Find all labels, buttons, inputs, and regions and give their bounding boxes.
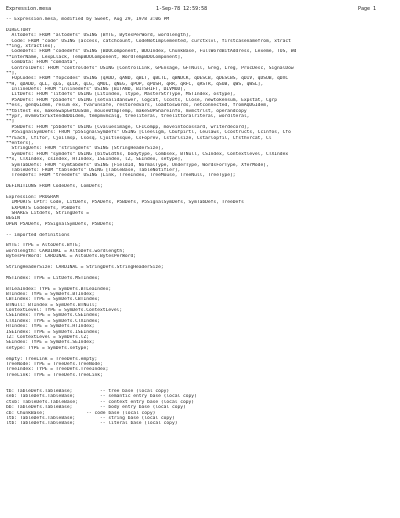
code-line: MSTIndex: TYPE = LitDefs.MSTIndex;: [6, 275, 101, 281]
code-line: AltoDefs: FROM "altodefs" USING [BYTE, BytesPerWord, wordlength],: [6, 33, 192, 39]
code-line: wordlength: CARDINAL = AltoDefs.wordlength;: [6, 248, 125, 254]
code-line: LitDefs: FROM "litdefs" USING [LitIndex, ltype, MasterStrType, MSTIndex, ostype],: [6, 92, 236, 98]
code-line: lZ: ContextLevel = SymDefs.lZ;: [6, 335, 89, 341]
code-line: **enters],: [6, 140, 34, 146]
header-page-number: Page 1: [358, 6, 377, 12]
code-line: **ypr, mvmnGtxrExtendBDOIdem, tempmvmcalg, treeliteral, treelittoralriteral, wordlteral,: [6, 114, 250, 120]
code-line: BTIndex: TYPE = SymDefs.BTIndex;: [6, 291, 95, 297]
code-line: SymDefs: FROM "symdefs" USING [bitwidths, bodytype, Combsex, BTNull, CSIndex, Contextlevel, CTXIndex: [6, 151, 289, 157]
code-line: P5BDefs: FROM "p5bdefs" USING [Cvaluesimage, CFICompp, moveintocossard, writerdecord],: [6, 124, 250, 130]
code-line: CTXIndex: TYPE = SymDefs.CTXIndex;: [6, 318, 101, 324]
code-line: **rEach, Cfifor, Cjoilmsp, Csosq, Cjoitlesque, CsFoprev, Cstarlsize, Cstarlopfil, Cfsthvrcat, Cl: [6, 135, 272, 141]
code-line: ContextLevel: TYPE = SymDefs.ContextLevel;: [6, 308, 123, 314]
header-date: 1-Sep-78 12:59:58: [156, 6, 208, 12]
code-line: InlineDefs: FROM "inlinedefs" USING [BITAND, BITSHIFT, DIVMOD],: [6, 87, 186, 93]
code-line: ISEIndex: TYPE = SymDefs.ISEIndex;: [6, 329, 101, 335]
code-line: BYTE: TYPE = AltoDefs.BYTE;: [6, 243, 81, 249]
code-line: BEGIN: [6, 216, 20, 222]
source-listing: [6, 17, 394, 427]
code-line: ComData: FROM "comdata",: [6, 60, 78, 66]
code-line: BTLeaIndex: TYPE = SymDefs.BTLeaIndex;: [6, 286, 112, 292]
code-line: **]: [6, 119, 15, 125]
code-line: Code: FROM "code" USING [access, catchcount, CodeNotImplemented, curctxlvl, firstcasenamefrom, xtract: [6, 38, 291, 44]
code-line: Expression: PROGRAM: [6, 194, 59, 200]
code-line: TableDefs: FROM "tabledefs" USING [TableBase, TableNotifier],: [6, 167, 181, 173]
code-line: BTNull: BTIndex = SymDefs.BTNull;: [6, 302, 98, 308]
code-line: ctxb: TableDefs.TableBase; -- context entry base (local copy): [6, 399, 195, 405]
code-line: CBTIndex: TYPE = SymDefs.CBTIndex;: [6, 297, 101, 303]
code-line: StringHeaderSize: CARDINAL = StringDefs.StringHeaderSize;: [6, 264, 164, 270]
code-line: BytesPerWord: CARDINAL = AltoDefs.BytesPerWord;: [6, 254, 136, 260]
code-line: OPEN P5ADefs, P5SignalSymDefs, P5BDefs;: [6, 221, 114, 227]
code-line: bb: TableDefs.TableBase; -- body entry base (local copy): [6, 405, 186, 411]
code-line: P5SignalSymDefs: FROM "p5SignalSymDefs" USING [Cleeligm, Cbufpirtl, Ceulaws, Ccostructs, Ccinfos, Cfo: [6, 130, 291, 136]
code-line: TreeLink: TYPE = TreeDefs.TreeLink;: [6, 372, 103, 378]
code-line: SHARES Litdefs, StringDefs =: [6, 211, 89, 217]
code-line: DIRECTORY: [6, 27, 31, 33]
code-line: SymTabDefs: FROM "symtabdefs" USING [FieldId, NormalType, UnderType, WordsForType, XferMode],: [6, 162, 269, 168]
code-line: FOpCodes: FROM "fopcodes" USING [qADD, qAND, qBLT, qBLTL, qBNDCK, qDESCB, qDESCBS, qDIV, qDSUB, qDXC: [6, 76, 289, 82]
code-line: TreeNode: TYPE = TreeDefs.TreeNode;: [6, 362, 103, 367]
code-line: StringDefs: FROM "stringdefs" USING [StringHeaderSize],: [6, 146, 164, 152]
code-line: seb: TableDefs.TableBase; -- semantic entry base (local copy): [6, 394, 197, 400]
code-line: ltb: TableDefs.TableBase; -- string base (local copy): [6, 415, 175, 421]
code-line: **tbltest ex, makeSwapGetDuSUm, mouse0tmpTemp, makeSUPShareInfo, mvmctrlst, operandcopy: [6, 108, 247, 114]
code-line: DEFINITIONS FROM CodeDefs, ComDefs;: [6, 184, 103, 190]
code-line: **ing, xtractlex],: [6, 43, 56, 49]
code-line: cb: ChunkBase; -- code base (local copy): [6, 410, 156, 416]
code-line: SEIndex: TYPE = SymDefs.SEIndex;: [6, 340, 95, 346]
code-line: -- Expression.mesa, modified by Sweet, Aug 29, 1978 3:06 PM: [6, 17, 170, 22]
code-line: CSEIndex: TYPE = SymDefs.CSEIndex;: [6, 313, 101, 319]
code-line: **],: [6, 70, 18, 76]
code-line: TreeIndex: TYPE = TreeDefs.TreeIndex;: [6, 367, 109, 373]
code-line: -- imported definitions: [6, 232, 70, 238]
code-line: empty: TreeLink = TreeDefs.empty;: [6, 356, 98, 362]
code-line: HTIndex: TYPE = SymDefs.HTIndex;: [6, 324, 95, 330]
code-line: **InterName, LexpLlack, TempBDOComponent, WordTempBDOComponent],: [6, 54, 184, 60]
code-line: ltb: TableDefs.TableBase; -- literal base (local copy): [6, 421, 178, 427]
code-line: TreeDefs: FROM "treedefs" USING [Link, TreeIndex, TreeMouse, TreeNull, TreeType];: [6, 173, 236, 179]
code-line: **x, CTXIndex, csIndex, HTIndex, ISEIndex, lZ, SEIndex, setype],: [6, 157, 184, 163]
code-line: tb: TableDefs.TableBase; -- tree base (local copy): [6, 388, 170, 394]
code-line: IMPORTS CPtr: Code, LitDefs, P5ADefs, P5BDefs, P5SignalSymDefs, SymTabDefs, TreeDefs: [6, 200, 244, 206]
code-line: P5ADefs: FROM "p5adefs" USING [setvalidanswer, logcat, lcosts, Close, newtokensum, Expstat, Cgrp: [6, 97, 278, 103]
code-line: CodeDefs: FROM "codedefs" USING [BDOComponent, BDOIndex, ChunkBase, FullWordBitAddress, Lexeme, TOS, Wd: [6, 49, 297, 55]
code-line: setype: TYPE = SymDefs.setype;: [6, 345, 89, 351]
code-line: ControlDefs: FROM "controldefs" USING [ControlLink, GPEnsage, GFTNull, Greg, Lreg, ProcDesc, SignalDow: [6, 65, 294, 71]
code-line: **ess, genQGIdem, resum ex, fvarunsafe, restoredvars, loadtoswords, netconnected, fromAQDGIdem,: [6, 103, 269, 109]
header-filename: Expression.mesa: [6, 6, 52, 12]
page-header: [6, 6, 394, 14]
code-line: EXPORTS CodeDefs, P5BDefs: [6, 205, 81, 211]
code-line: **H, qDADD, qLL, qLG, qLLK, qLG, qMUL, qNEG, qPOP, qPUSH, qRR, qRFC, qRSTR, qSUB, qWS, qWSL],: [6, 81, 264, 87]
